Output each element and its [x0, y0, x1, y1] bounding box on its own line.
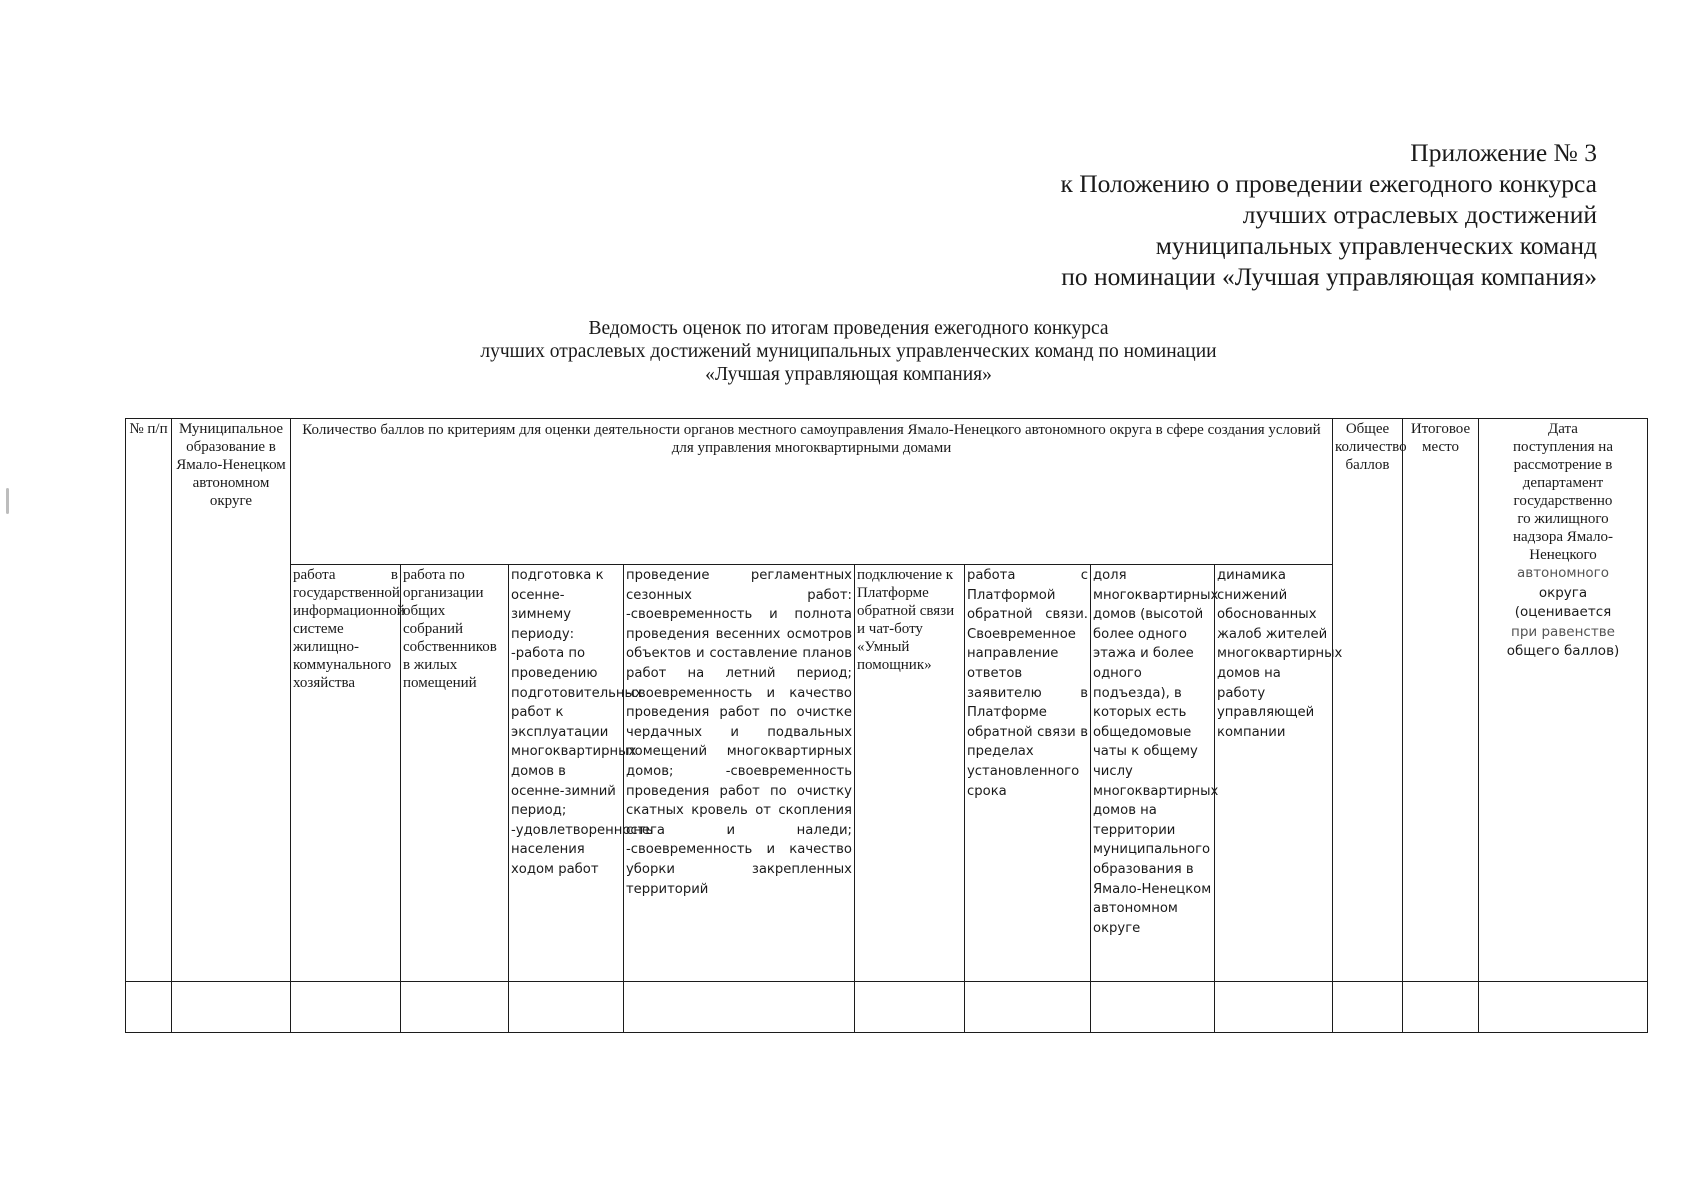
date-line: го жилищного — [1517, 511, 1609, 527]
appendix-line: муниципальных управленческих команд — [1155, 231, 1597, 260]
table-cell — [855, 982, 965, 1033]
table-cell — [172, 982, 291, 1033]
date-line: Ненецкого — [1529, 547, 1597, 563]
date-line: поступления на — [1513, 439, 1613, 455]
evaluation-table — [125, 418, 1648, 1033]
title-line: лучших отраслевых достижений муниципальных управленческих команд по номинации — [480, 341, 1217, 362]
header-criteria-group: Количество баллов по критериям для оценки деятельности органов местного самоуправления Ямало-Ненецкого автономного округа в сфере создания условий для управления многоквартирными домами — [291, 419, 1333, 565]
evaluation-table-frame — [125, 418, 1620, 1032]
header-municipality: Муниципальное образование в Ямало-Ненецком автономном округе — [172, 419, 291, 982]
date-line: департамент — [1522, 475, 1604, 491]
header-final-place: Итоговое место — [1403, 419, 1479, 982]
appendix-number: Приложение № 3 — [1410, 138, 1597, 167]
table-cell — [1215, 982, 1333, 1033]
date-line: рассмотрение в — [1513, 457, 1613, 473]
criterion-owner-meetings: работа по организации общих собраний собственников в жилых помещений — [401, 565, 509, 982]
criterion-house-chats-share: доля многоквартирных домов (высотой более одного этажа и более одного подъезда), в которых есть общедомовые чаты к общему числу многоквартирных домов на территории муниципального образования в Ямало-Ненецком автономном округе — [1091, 565, 1215, 982]
title-line: «Лучшая управляющая компания» — [705, 364, 992, 385]
scan-edge-mark — [6, 488, 9, 514]
criterion-winter-preparation: подготовка к осенне-зимнему периоду: -работа по проведению подготовительных работ к эксплуатации многоквартирных домов в осенне-зимний период; -удовлетворенность населения ходом работ — [509, 565, 624, 982]
table-cell — [965, 982, 1091, 1033]
criterion-feedback-platform: работа с Платформой обратной связи. Своевременное направление ответов заявителю в Платформе обратной связи в пределах установленного срока — [965, 565, 1091, 982]
table-cell — [509, 982, 624, 1033]
header-total-score: Общее количество баллов — [1333, 419, 1403, 982]
date-line: государственно — [1513, 493, 1613, 509]
appendix-line: к Положению о проведении ежегодного конкурса — [1060, 169, 1597, 198]
table-cell — [1479, 982, 1648, 1033]
appendix-line: по номинации «Лучшая управляющая компания» — [1061, 262, 1597, 291]
criterion-seasonal-works: проведение регламентных сезонных работ: -своевременность и полнота проведения весенних осмотров объектов и составление планов работ на летний период; -своевременность и качество проведения работ по очистке чердачных и подвальных помещений многоквартирных домов; -своевременность проведения работ по очистку скатных кровель от скопления снега и наледи; -своевременность и качество уборки закрепленных территорий — [624, 565, 855, 982]
date-line: Дата — [1548, 421, 1578, 437]
table-cell — [291, 982, 401, 1033]
table-row — [126, 982, 1648, 1033]
date-line: надзора Ямало- — [1513, 529, 1613, 545]
table-cell — [1091, 982, 1215, 1033]
table-cell — [1333, 982, 1403, 1033]
date-line: автономного — [1516, 565, 1610, 581]
table-cell — [401, 982, 509, 1033]
table-cell — [624, 982, 855, 1033]
header-submission-date — [1479, 419, 1648, 982]
date-line: общего баллов) — [1506, 643, 1620, 659]
criterion-gis-housing: работа в государственной информационной системе жилищно-коммунального хозяйства — [291, 565, 401, 982]
date-line: при равенстве — [1511, 623, 1615, 640]
date-line: (оценивается — [1514, 604, 1612, 620]
date-line: округа — [1538, 584, 1588, 601]
table-cell — [126, 982, 172, 1033]
appendix-line: лучших отраслевых достижений — [1242, 200, 1597, 229]
document-title — [0, 317, 1697, 386]
criterion-platform-connection: подключение к Платформе обратной связи и чат-боту «Умный помощник» — [855, 565, 965, 982]
criterion-complaints-dynamics: динамика снижений обоснованных жалоб жителей многоквартирных домов на работу управляющей компании — [1215, 565, 1333, 982]
appendix-header — [1060, 137, 1597, 292]
table-cell — [1403, 982, 1479, 1033]
header-number: № п/п — [126, 419, 172, 982]
title-line: Ведомость оценок по итогам проведения ежегодного конкурса — [588, 318, 1109, 339]
